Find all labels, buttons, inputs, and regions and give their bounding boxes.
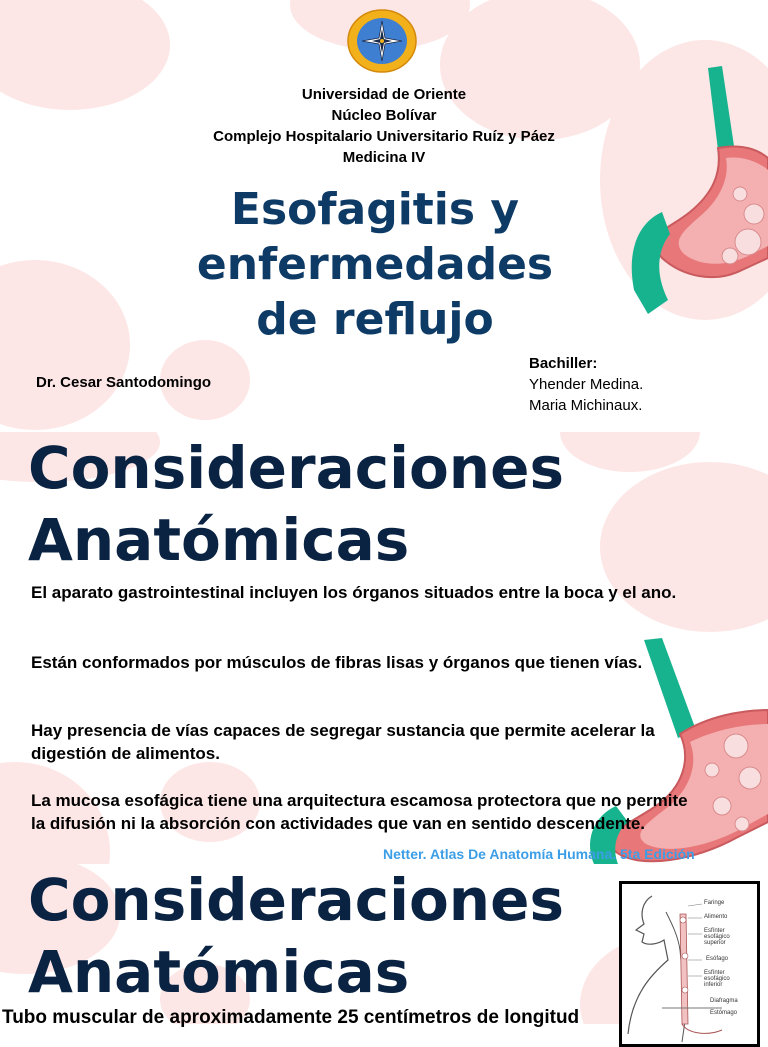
- figure-label: Faringe: [704, 900, 725, 906]
- paragraph: Hay presencia de vías capaces de segregar sustancia que permite acelerar la digestión de alimentos.: [31, 721, 655, 763]
- figure-caption: Netter. Atlas De Anatomía Humana. 5ta Edición: [383, 846, 695, 862]
- paragraph: La mucosa esofágica tiene una arquitectura escamosa protectora que no permite la difusión ni la absorción con actividades que van en sentido descendente.: [31, 791, 688, 833]
- section-heading: [28, 432, 564, 576]
- heading-line: Anatómicas: [28, 938, 410, 1006]
- institution-line: Complejo Hospitalario Universitario Ruíz y Páez: [213, 128, 555, 145]
- esophagus-diagram: [619, 881, 760, 1047]
- bg-blob: [600, 462, 768, 632]
- stomach-illustration-icon: [622, 62, 768, 318]
- figure-label: Alimento: [704, 914, 728, 920]
- title-line: Esofagitis y: [230, 184, 520, 235]
- students-block: [529, 353, 643, 416]
- paragraph: El aparato gastrointestinal incluyen los órganos situados entre la boca y el ano.: [31, 583, 677, 602]
- bg-blob: [0, 260, 130, 430]
- body-text: Tubo muscular de aproximadamente 25 centímetros de longitud: [2, 1007, 580, 1028]
- slide-anatomy-1: [0, 432, 768, 864]
- heading-line: Anatómicas: [28, 506, 410, 574]
- title-line: de reflujo: [256, 294, 494, 345]
- institution-line: Medicina IV: [342, 149, 426, 166]
- paragraph: Están conformados por músculos de fibras lisas y órganos que tienen vías.: [31, 653, 643, 672]
- figure-label: Esfínter esofágico inferior: [704, 970, 730, 988]
- figure-label: Esófago: [706, 956, 729, 962]
- section-heading: [28, 864, 564, 1008]
- presentation-title: [120, 182, 630, 347]
- author-name: Dr. Cesar Santodomingo: [36, 374, 212, 391]
- slide-cover: [0, 0, 768, 432]
- heading-line: Consideraciones: [28, 434, 564, 502]
- student-name: Maria Michinaux.: [529, 397, 643, 414]
- student-name: Yhender Medina.: [529, 376, 644, 393]
- figure-label: Esfínter esofágico superior: [704, 928, 730, 946]
- title-line: enfermedades: [196, 239, 554, 290]
- heading-line: Consideraciones: [28, 866, 564, 934]
- esophagus-anatomy-icon: [622, 884, 757, 1044]
- figure-label: Estómago: [710, 1010, 738, 1016]
- students-label: Bachiller:: [529, 355, 598, 372]
- university-seal-icon: [347, 9, 417, 73]
- figure-label: Diafragma: [710, 998, 738, 1004]
- institution-line: Universidad de Oriente: [301, 86, 467, 103]
- institution-line: Núcleo Bolívar: [331, 107, 437, 124]
